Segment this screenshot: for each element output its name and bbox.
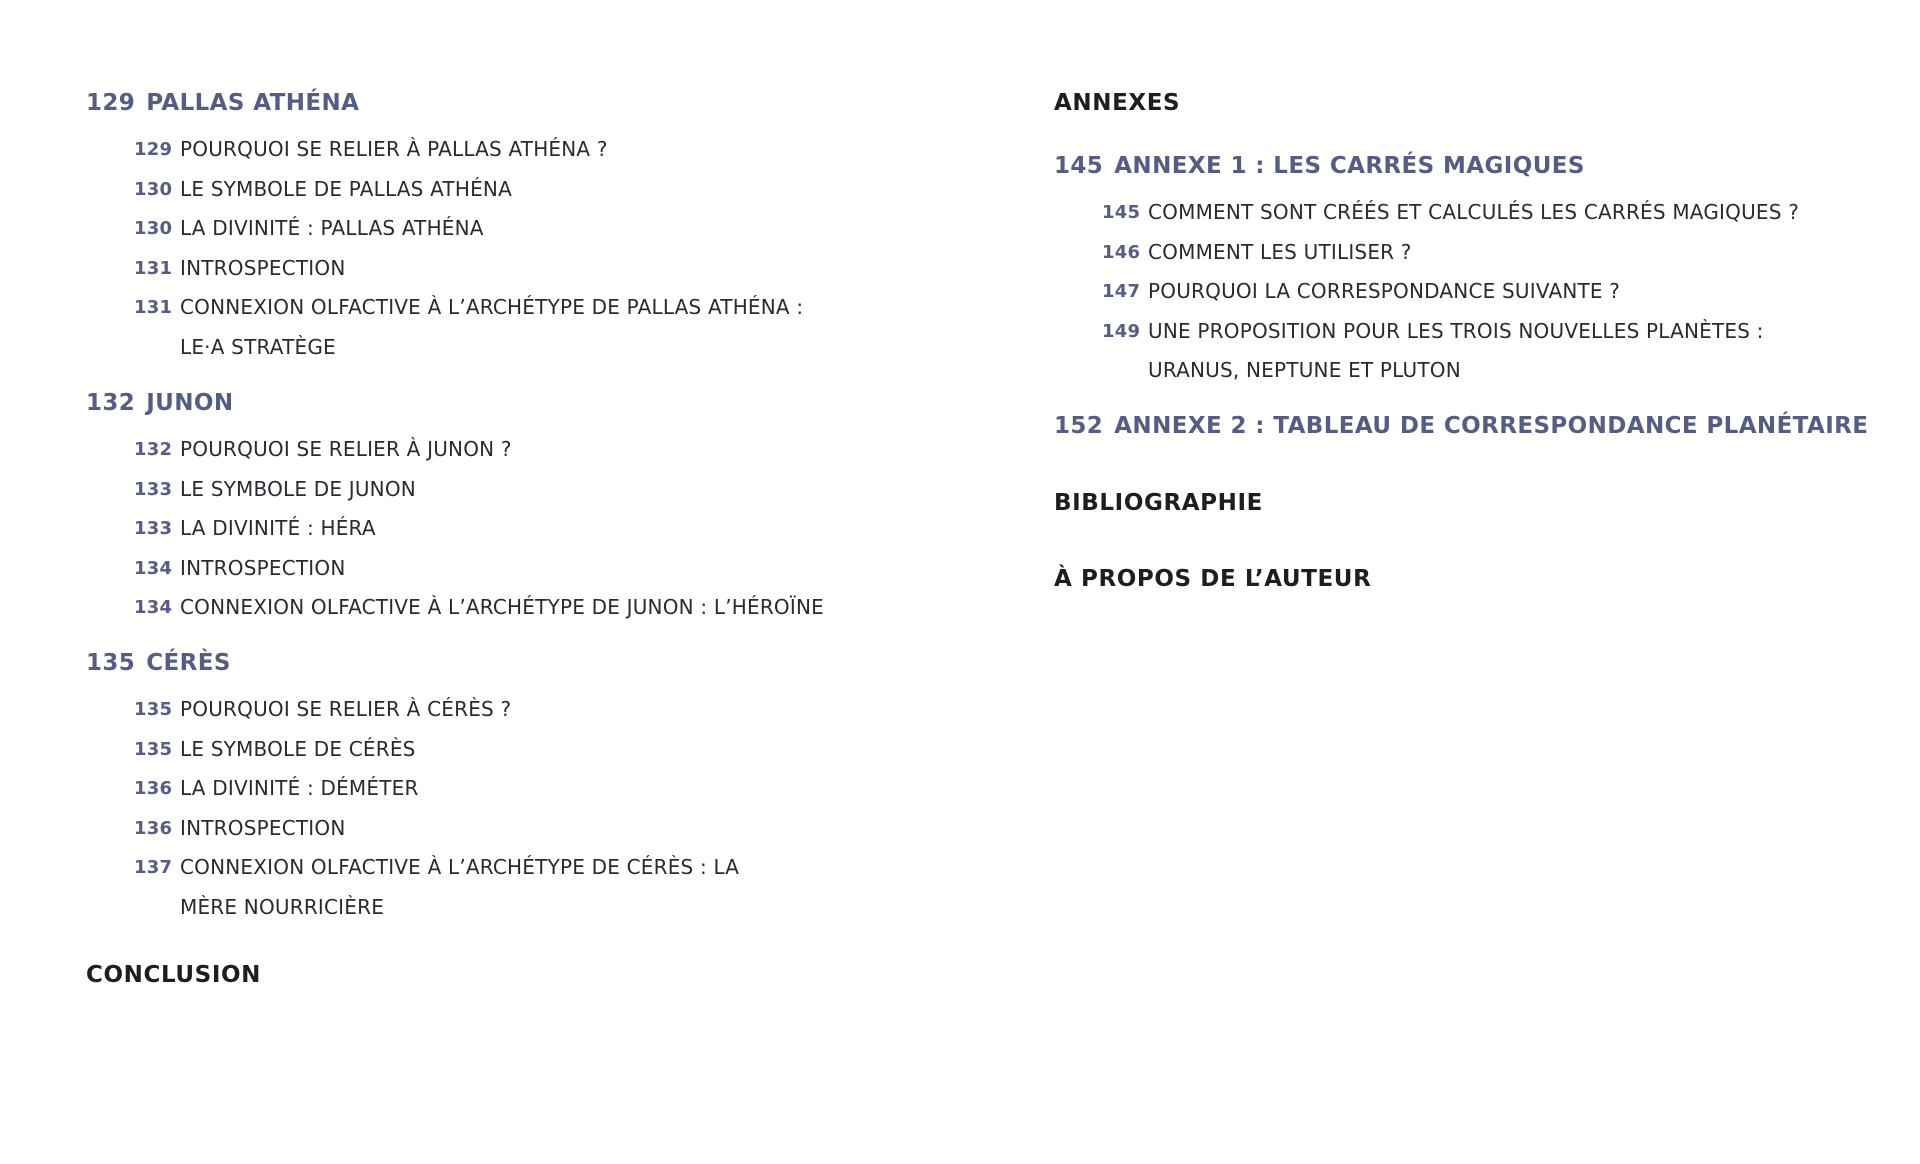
entry-title: POURQUOI SE RELIER À JUNON ? <box>180 437 512 461</box>
toc-entry[interactable] <box>1102 272 1799 312</box>
section-heading[interactable] <box>1054 413 1868 453</box>
toc-section-ceres <box>86 650 800 927</box>
toc-about-author[interactable]: À PROPOS DE L’AUTEUR <box>1054 566 1372 592</box>
entry-page-number: 137 <box>134 857 173 878</box>
toc-entry[interactable] <box>1102 312 1799 391</box>
entry-page-number: 131 <box>134 297 173 318</box>
entry-title: LA DIVINITÉ : DÉMÉTER <box>180 776 419 800</box>
section-title: ANNEXE 1 : LES CARRÉS MAGIQUES <box>1114 153 1585 179</box>
toc-entry[interactable] <box>134 730 800 770</box>
section-page-number: 152 <box>1054 413 1104 439</box>
entry-title: LE SYMBOLE DE CÉRÈS <box>180 736 416 761</box>
toc-entry[interactable] <box>134 509 824 549</box>
section-title: JUNON <box>146 390 234 416</box>
toc-conclusion[interactable]: CONCLUSION <box>86 962 261 988</box>
entry-page-number: 130 <box>134 178 173 200</box>
section-page-number: 132 <box>86 390 136 416</box>
section-heading[interactable] <box>86 650 800 690</box>
toc-section-annexe-2 <box>1054 413 1868 453</box>
entry-title: INTROSPECTION <box>180 255 346 280</box>
section-title: PALLAS ATHÉNA <box>146 90 360 116</box>
entry-title: CONNEXION OLFACTIVE À L’ARCHÉTYPE DE PALLAS ATHÉNA : LE·A STRATÈGE <box>180 295 804 359</box>
section-title: CÉRÈS <box>146 650 231 676</box>
toc-entry[interactable] <box>134 249 820 289</box>
toc-entry[interactable] <box>134 769 800 809</box>
entry-title: COMMENT LES UTILISER ? <box>1148 239 1412 264</box>
entry-page-number: 135 <box>134 738 173 760</box>
entry-page-number: 132 <box>134 439 173 460</box>
toc-entry[interactable] <box>134 690 800 730</box>
entry-title: INTROSPECTION <box>180 815 346 840</box>
entry-page-number: 135 <box>134 699 173 720</box>
entry-page-number: 133 <box>134 478 173 500</box>
section-page-number: 129 <box>86 90 136 116</box>
entry-title: CONNEXION OLFACTIVE À L’ARCHÉTYPE DE CÉRÈS : LA MÈRE NOURRICIÈRE <box>180 855 740 919</box>
entry-page-number: 131 <box>134 257 173 279</box>
entry-title: COMMENT SONT CRÉÉS ET CALCULÉS LES CARRÉS MAGIQUES ? <box>1148 200 1800 224</box>
toc-entry[interactable] <box>134 549 824 589</box>
entry-page-number: 136 <box>134 817 173 839</box>
entry-title: INTROSPECTION <box>180 555 346 580</box>
entry-title: UNE PROPOSITION POUR LES TROIS NOUVELLES PLANÈTES : URANUS, NEPTUNE ET PLUTON <box>1148 318 1764 382</box>
section-heading[interactable] <box>86 90 820 130</box>
toc-entry[interactable] <box>134 430 824 470</box>
entry-page-number: 134 <box>134 597 173 618</box>
toc-entry[interactable] <box>134 130 820 170</box>
entry-page-number: 146 <box>1102 241 1141 263</box>
section-heading[interactable] <box>1054 153 1799 193</box>
toc-entry[interactable] <box>134 470 824 510</box>
entry-title: LE SYMBOLE DE PALLAS ATHÉNA <box>180 176 512 201</box>
entry-title: LA DIVINITÉ : HÉRA <box>180 516 376 540</box>
section-page-number: 145 <box>1054 153 1104 179</box>
annexes-heading[interactable]: ANNEXES <box>1054 90 1181 116</box>
section-title: ANNEXE 2 : TABLEAU DE CORRESPONDANCE PLANÉTAIRE <box>1114 413 1869 439</box>
toc-section-pallas-athena <box>86 90 820 367</box>
entry-page-number: 136 <box>134 778 173 799</box>
toc-entry[interactable] <box>134 209 820 249</box>
entry-page-number: 133 <box>134 518 173 539</box>
entry-title: LA DIVINITÉ : PALLAS ATHÉNA <box>180 216 484 240</box>
toc-bibliography[interactable]: BIBLIOGRAPHIE <box>1054 490 1263 516</box>
entry-title: POURQUOI SE RELIER À CÉRÈS ? <box>180 697 512 721</box>
entry-page-number: 134 <box>134 557 173 579</box>
toc-entry[interactable] <box>134 288 820 367</box>
toc-entry[interactable] <box>134 809 800 849</box>
toc-section-junon <box>86 390 824 628</box>
toc-section-annexe-1 <box>1054 153 1799 391</box>
entry-title: CONNEXION OLFACTIVE À L’ARCHÉTYPE DE JUNON : L’HÉROÏNE <box>180 595 824 619</box>
entry-page-number: 130 <box>134 218 173 239</box>
toc-entry[interactable] <box>134 588 824 628</box>
toc-entry[interactable] <box>134 848 800 927</box>
entry-title: POURQUOI LA CORRESPONDANCE SUIVANTE ? <box>1148 279 1621 303</box>
section-heading[interactable] <box>86 390 824 430</box>
toc-entry[interactable] <box>134 170 820 210</box>
entry-page-number: 145 <box>1102 202 1141 223</box>
section-page-number: 135 <box>86 650 136 676</box>
entry-page-number: 129 <box>134 139 173 160</box>
entry-page-number: 149 <box>1102 320 1141 342</box>
entry-title: POURQUOI SE RELIER À PALLAS ATHÉNA ? <box>180 137 608 161</box>
entry-title: LE SYMBOLE DE JUNON <box>180 476 416 501</box>
toc-entry[interactable] <box>1102 233 1799 273</box>
toc-entry[interactable] <box>1102 193 1799 233</box>
entry-page-number: 147 <box>1102 281 1141 302</box>
